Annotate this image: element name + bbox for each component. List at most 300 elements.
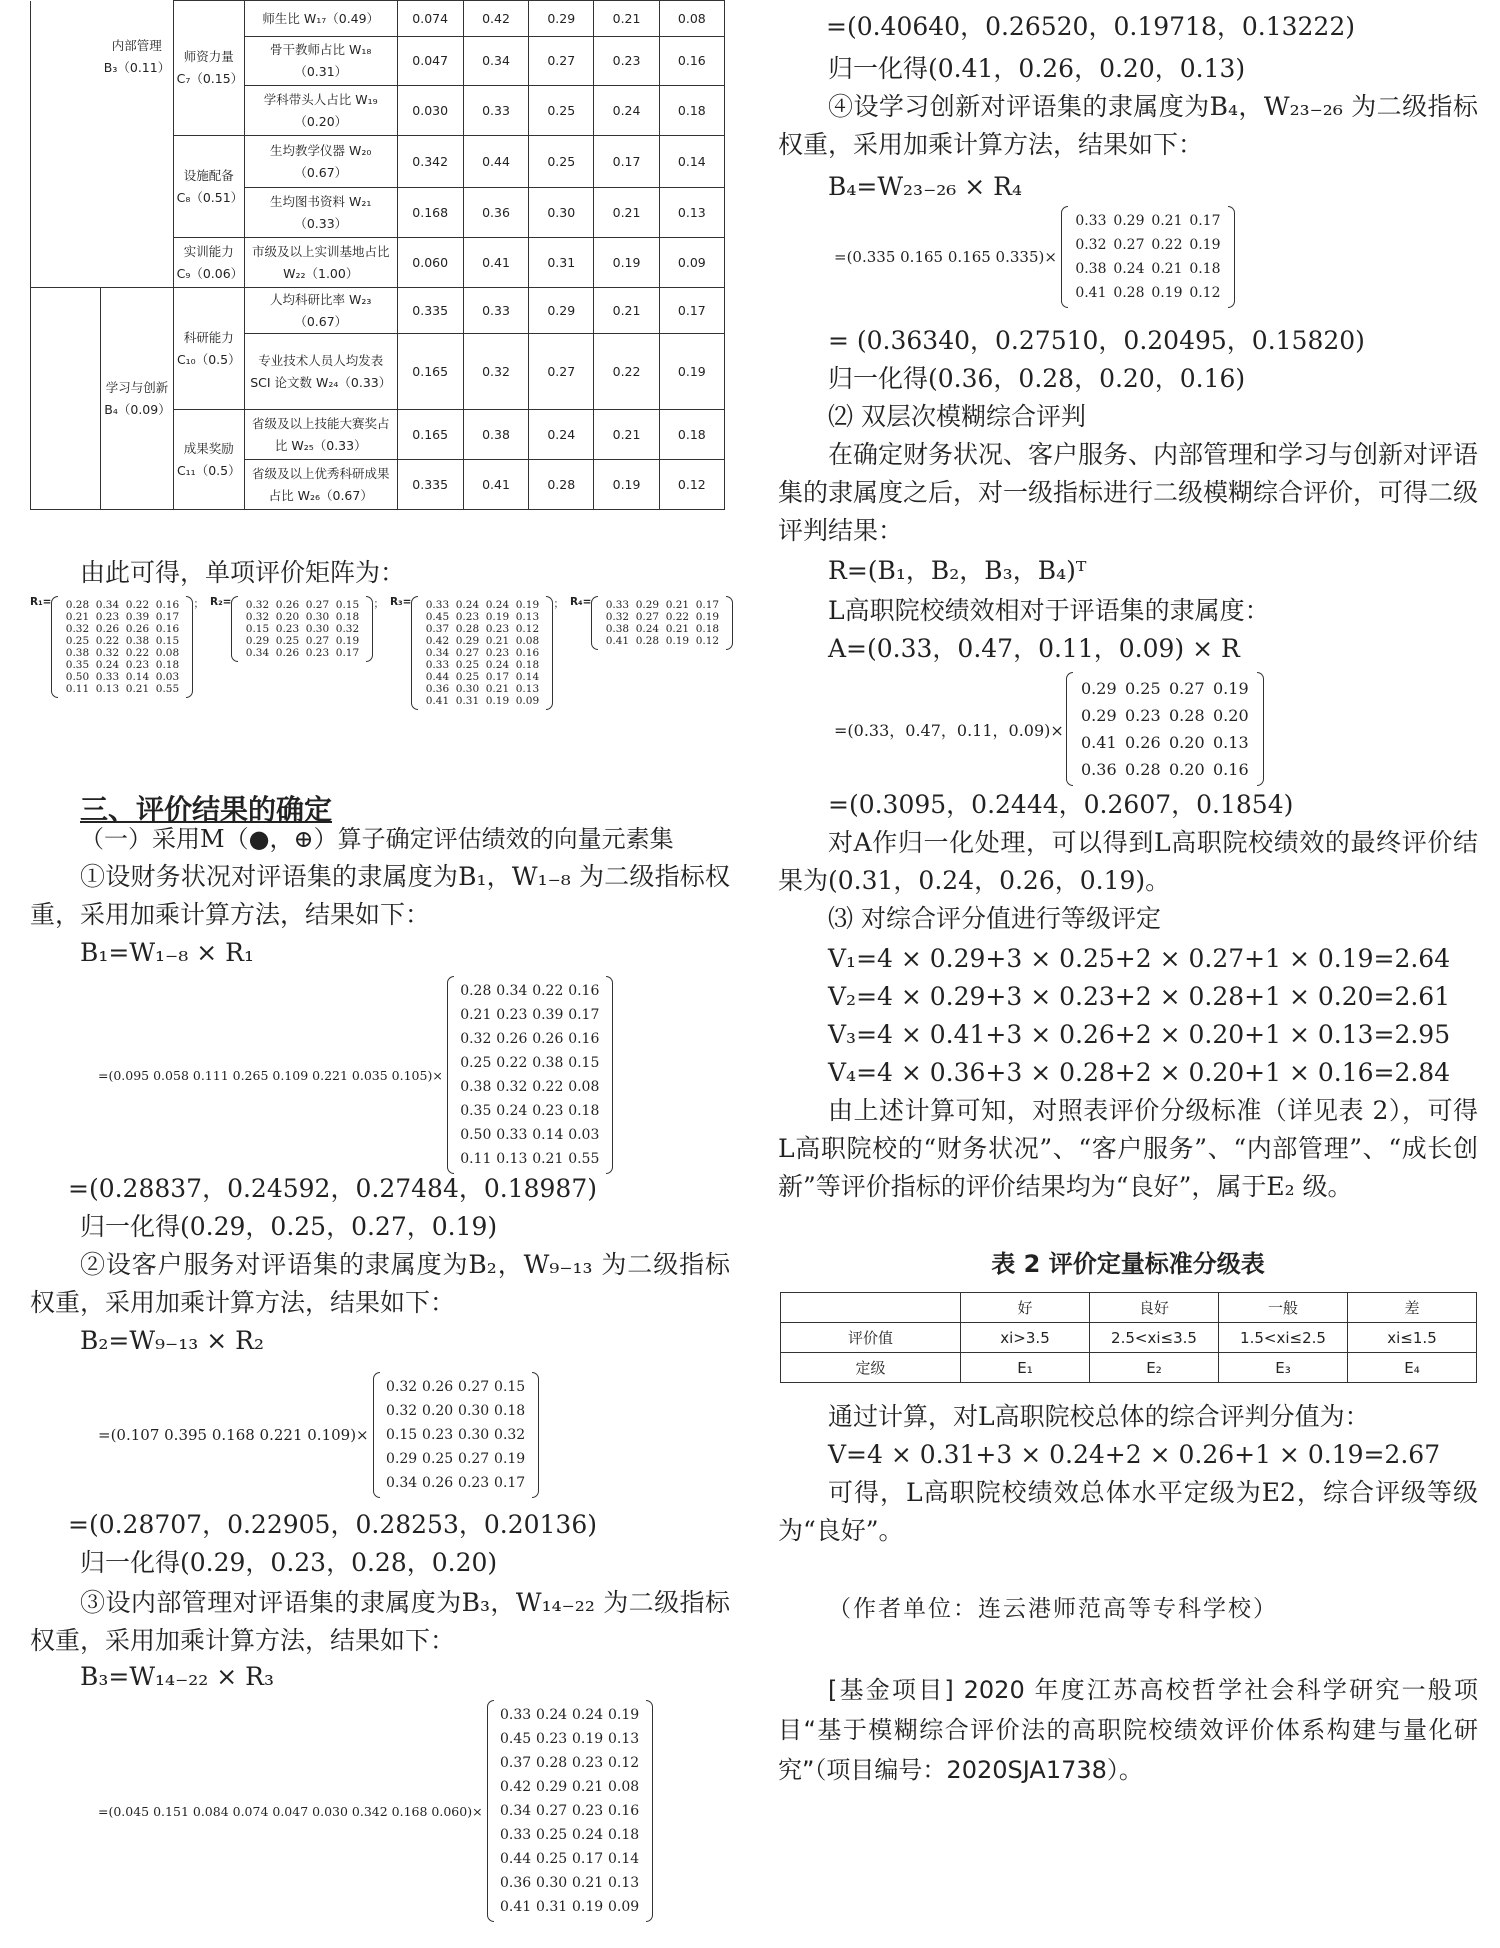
matrix-cell: 0.11 [460, 1151, 492, 1167]
matrix-cell: 0.14 [515, 671, 540, 683]
table2-cell: 1.5<xi≤2.5 [1219, 1323, 1348, 1353]
matrix-cell: 0.25 [1125, 679, 1161, 698]
value-cell: 0.22 [594, 334, 659, 410]
matrix-row [602, 635, 722, 647]
matrix-left-bracket [447, 976, 454, 1174]
table2-cell: 定级 [781, 1353, 961, 1383]
w22-cell: 市级及以上实训基地占比 W₂₂（1.00） [244, 238, 397, 288]
matrix-row [62, 647, 182, 659]
matrix-cell: 0.03 [155, 671, 180, 683]
matrix-cell: 0.32 [460, 1031, 492, 1047]
c10-cell: 科研能力 C₁₀（0.5） [173, 288, 244, 410]
semicolon: ； [373, 598, 384, 610]
matrix-cell: 0.34 [499, 1803, 532, 1819]
matrix-cell: 0.39 [125, 611, 150, 623]
matrix-cell: 0.21 [665, 623, 690, 635]
semicolon: ； [553, 598, 564, 610]
matrix-cell: 0.27 [535, 1803, 568, 1819]
matrix-cell: 0.27 [1113, 237, 1145, 253]
matrix-cell: 0.25 [455, 671, 480, 683]
single-eval-text: 由此可得，单项评价矩阵为： [80, 558, 406, 587]
matrix-cell: 0.25 [275, 635, 300, 647]
matrix-cell: 0.32 [95, 647, 120, 659]
r3-label: R₃= [389, 596, 412, 608]
matrix-cell: 0.20 [1169, 760, 1205, 779]
matrix-cell: 0.35 [460, 1103, 492, 1119]
b4-weights: =(0.335 0.165 0.165 0.335)× [834, 248, 1057, 266]
matrix-cell: 0.38 [1075, 261, 1107, 277]
value-cell: 0.30 [529, 188, 594, 238]
table2-cell: E₁ [961, 1353, 1090, 1383]
matrix-cell: 0.38 [65, 647, 90, 659]
matrix-cell: 0.25 [455, 659, 480, 671]
matrix-cell: 0.20 [1169, 733, 1205, 752]
matrix-row [1072, 209, 1224, 233]
matrix-cell: 0.18 [335, 611, 360, 623]
value-cell: 0.18 [659, 86, 724, 136]
matrix-cell: 0.19 [335, 635, 360, 647]
b2-formula: B₂=W₉₋₁₃ × R₂ [80, 1326, 264, 1355]
value-cell: 0.18 [659, 410, 724, 460]
matrix-left-bracket [411, 596, 418, 710]
b2-product [98, 1372, 539, 1498]
c7-cell: 师资力量 C₇（0.15） [173, 1, 244, 136]
matrix-cell: 0.38 [532, 1055, 564, 1071]
matrix-cell: 0.24 [535, 1707, 568, 1723]
matrix-row [62, 683, 182, 695]
matrix-cell: 0.28 [1125, 760, 1161, 779]
matrix-cell: 0.25 [535, 1827, 568, 1843]
c8-cell: 设施配备 C₈（0.51） [173, 136, 244, 238]
overall-formula: V=4 × 0.31+3 × 0.24+2 × 0.26+1 × 0.19=2.67 [828, 1440, 1441, 1469]
matrix-cell: 0.29 [1113, 213, 1145, 229]
matrix-cell: 0.31 [455, 695, 480, 707]
matrix-left-bracket [373, 1372, 380, 1498]
b3-normalized: 归一化得(0.41，0.26，0.20，0.13) [828, 54, 1246, 83]
matrix-cell: 0.30 [458, 1427, 490, 1443]
matrix-cell: 0.15 [155, 635, 180, 647]
value-cell: 0.41 [463, 238, 528, 288]
matrix-left-bracket [591, 596, 598, 650]
b1-normalized: 归一化得(0.29，0.25，0.27，0.19) [80, 1212, 498, 1241]
matrix-cell: 0.22 [125, 599, 150, 611]
sub1-heading: （一）采用M（●，⊕）算子确定评估绩效的向量元素集 [80, 825, 674, 853]
value-cell: 0.33 [463, 288, 528, 334]
matrix-cell: 0.32 [335, 623, 360, 635]
matrix-cell: 0.45 [499, 1731, 532, 1747]
matrix-row [384, 1447, 528, 1471]
matrix-cell: 0.39 [532, 1007, 564, 1023]
matrix-cell: 0.16 [1213, 760, 1249, 779]
table2 [780, 1292, 1477, 1383]
matrix-cell: 0.20 [422, 1403, 454, 1419]
matrix-cell: 0.23 [275, 623, 300, 635]
value-cell: 0.27 [529, 334, 594, 410]
matrix-cell: 0.17 [571, 1851, 604, 1867]
value-cell: 0.21 [594, 410, 659, 460]
matrix-row [422, 683, 542, 695]
matrix-cell: 0.29 [635, 599, 660, 611]
matrix-row [242, 635, 362, 647]
matrix-cell: 0.44 [425, 671, 450, 683]
matrix-cell: 0.08 [155, 647, 180, 659]
matrix-left-bracket [1066, 672, 1073, 786]
b4-cell: 学习与创新 B₄（0.09） [101, 288, 173, 510]
matrix-cell: 0.17 [485, 671, 510, 683]
matrix-cell: 0.29 [386, 1451, 418, 1467]
a-matrix [1066, 672, 1264, 786]
matrix-cell: 0.21 [571, 1779, 604, 1795]
matrix-cell: 0.26 [1125, 733, 1161, 752]
matrix-cell: 0.12 [1189, 285, 1221, 301]
b2-intro: ②设客户服务对评语集的隶属度为B₂，W₉₋₁₃ 为二级指标权重，采用加乘计算方法，结果如下： [30, 1250, 730, 1317]
matrix-row [498, 1703, 642, 1727]
b3-product [98, 1700, 653, 1922]
b1-intro: ①设财务状况对评语集的隶属度为B₁，W₁₋₈ 为二级指标权重，采用加乘计算方法，结果如下： [30, 862, 730, 929]
matrix-right-bracket [646, 1700, 653, 1922]
value-cell: 0.36 [463, 188, 528, 238]
matrix-cell: 0.26 [532, 1031, 564, 1047]
value-cell: 0.24 [594, 86, 659, 136]
matrix-cell: 0.23 [305, 647, 330, 659]
weight-cell: 0.165 [397, 410, 463, 460]
matrix-cell: 0.25 [422, 1451, 454, 1467]
table2-cell: 评价值 [781, 1323, 961, 1353]
value-cell: 0.29 [529, 288, 594, 334]
matrix-cell: 0.22 [1151, 237, 1183, 253]
w26-cell: 省级及以上优秀科研成果占比 W₂₆（0.67） [244, 460, 397, 510]
matrix-cell: 0.22 [95, 635, 120, 647]
matrix-row [422, 611, 542, 623]
matrix-cell: 0.16 [568, 1031, 600, 1047]
matrix-cell: 0.18 [515, 659, 540, 671]
matrix-cell: 0.32 [605, 611, 630, 623]
value-cell: 0.21 [594, 188, 659, 238]
matrix-cell: 0.18 [695, 623, 720, 635]
b2-r2-matrix [373, 1372, 539, 1498]
matrix-cell: 0.32 [496, 1079, 528, 1095]
c9-cell: 实训能力 C₉（0.06） [173, 238, 244, 288]
value-cell: 0.08 [659, 1, 724, 37]
b2-weights: =(0.107 0.395 0.168 0.221 0.109)× [98, 1426, 369, 1444]
matrix-cell: 0.27 [305, 635, 330, 647]
a-weights: =(0.33，0.47，0.11，0.09)× [834, 720, 1064, 740]
b1-formula: B₁=W₁₋₈ × R₁ [80, 938, 254, 967]
matrix-cell: 0.34 [425, 647, 450, 659]
matrix-right-bracket [606, 976, 613, 1174]
matrix-cell: 0.12 [515, 623, 540, 635]
matrix-cell: 0.29 [535, 1779, 568, 1795]
matrix-cell: 0.24 [571, 1707, 604, 1723]
single-matrices [30, 596, 733, 710]
matrix-cell: 0.19 [695, 611, 720, 623]
overall-text: 通过计算，对L高职院校总体的综合评判分值为： [828, 1402, 1370, 1431]
value-cell: 0.17 [659, 288, 724, 334]
w21-cell: 生均图书资料 W₂₁（0.33） [244, 188, 397, 238]
matrix-row [498, 1727, 642, 1751]
b4-normalized: 归一化得(0.36，0.28，0.20，0.16) [828, 364, 1246, 393]
matrix-row [422, 599, 542, 611]
matrix-cell: 0.32 [1075, 237, 1107, 253]
a-intro: L高职院校绩效相对于评语集的隶属度： [828, 596, 1270, 625]
matrix-cell: 0.36 [499, 1875, 532, 1891]
value-cell: 0.19 [659, 334, 724, 410]
b1-product [98, 976, 613, 1174]
weight-cell: 0.030 [397, 86, 463, 136]
matrix-cell: 0.34 [245, 647, 270, 659]
matrix-cell: 0.20 [275, 611, 300, 623]
matrix-row [422, 695, 542, 707]
value-cell: 0.17 [594, 136, 659, 188]
matrix-row [498, 1871, 642, 1895]
value-cell: 0.29 [529, 1, 594, 37]
matrix-cell: 0.28 [635, 635, 660, 647]
matrix-cell: 0.27 [635, 611, 660, 623]
value-cell: 0.41 [463, 460, 528, 510]
matrix-left-bracket [487, 1700, 494, 1922]
matrix-cell: 0.37 [425, 623, 450, 635]
matrix-cell: 0.17 [1189, 213, 1221, 229]
matrix-row [458, 1099, 602, 1123]
final-text: 对A作归一化处理，可以得到L高职院校绩效的最终评价结果为(0.31，0.24，0.26，0.19)。 [778, 828, 1478, 895]
matrix-row [1077, 756, 1253, 783]
matrix-cell: 0.55 [155, 683, 180, 695]
matrix-row [62, 671, 182, 683]
b4-formula: B₄=W₂₃₋₂₆ × R₄ [828, 172, 1023, 201]
matrix-cell: 0.28 [1169, 706, 1205, 725]
matrix-cell: 0.27 [1169, 679, 1205, 698]
left-column [30, 0, 750, 1948]
matrix-cell: 0.13 [515, 611, 540, 623]
matrix-cell: 0.13 [607, 1875, 640, 1891]
matrix-cell: 0.26 [496, 1031, 528, 1047]
overall-conclusion: 可得，L高职院校绩效总体水平定级为E2，综合评级等级为“良好”。 [778, 1478, 1478, 1545]
b3-r3-matrix [487, 1700, 653, 1922]
matrix-cell: 0.23 [532, 1103, 564, 1119]
matrix-cell: 0.28 [455, 623, 480, 635]
b3-intro: ③设内部管理对评语集的隶属度为B₃，W₁₄₋₂₂ 为二级指标权重，采用加乘计算方法，结果如下： [30, 1588, 730, 1655]
matrix-right-bracket [1257, 672, 1264, 786]
value-cell: 0.09 [659, 238, 724, 288]
matrix-cell: 0.36 [425, 683, 450, 695]
w20-cell: 生均教学仪器 W₂₀（0.67） [244, 136, 397, 188]
matrix-cell: 0.33 [95, 671, 120, 683]
right-column [778, 0, 1498, 1948]
value-cell: 0.21 [594, 288, 659, 334]
matrix-cell: 0.11 [65, 683, 90, 695]
matrix-cell: 0.25 [460, 1055, 492, 1071]
matrix-cell: 0.27 [305, 599, 330, 611]
matrix-cell: 0.19 [1189, 237, 1221, 253]
matrix-row [498, 1799, 642, 1823]
b3-result: =(0.40640，0.26520，0.19718，0.13222) [826, 12, 1355, 41]
matrix-cell: 0.30 [535, 1875, 568, 1891]
matrix-row [498, 1895, 642, 1919]
r1-matrix [51, 596, 193, 698]
matrix-row [458, 1147, 602, 1171]
weight-cell: 0.074 [397, 1, 463, 37]
table2-title: 表 2 评价定量标准分级表 [991, 1250, 1265, 1278]
matrix-cell: 0.15 [568, 1055, 600, 1071]
r1-label: R₁= [30, 596, 52, 608]
matrix-cell: 0.21 [1151, 213, 1183, 229]
matrix-cell: 0.50 [460, 1127, 492, 1143]
matrix-cell: 0.19 [485, 695, 510, 707]
value-cell: 0.14 [659, 136, 724, 188]
b2-normalized: 归一化得(0.29，0.23，0.28，0.20) [80, 1548, 498, 1577]
matrix-cell: 0.19 [515, 599, 540, 611]
b4-result: = (0.36340，0.27510，0.20495，0.15820) [828, 326, 1365, 355]
matrix-cell: 0.41 [499, 1899, 532, 1915]
matrix-cell: 0.09 [515, 695, 540, 707]
matrix-row [602, 599, 722, 611]
matrix-cell: 0.18 [1189, 261, 1221, 277]
value-cell: 0.19 [594, 460, 659, 510]
index-table-wrapper [30, 0, 725, 510]
matrix-cell: 0.27 [458, 1451, 490, 1467]
a-formula: A=(0.33，0.47，0.11，0.09) × R [828, 634, 1240, 663]
matrix-cell: 0.14 [125, 671, 150, 683]
matrix-row [62, 611, 182, 623]
matrix-cell: 0.23 [125, 659, 150, 671]
matrix-cell: 0.16 [155, 599, 180, 611]
matrix-cell: 0.24 [455, 599, 480, 611]
matrix-row [498, 1847, 642, 1871]
r3-block [390, 596, 564, 710]
matrix-cell: 0.34 [95, 599, 120, 611]
matrix-cell: 0.13 [515, 683, 540, 695]
matrix-cell: 0.33 [496, 1127, 528, 1143]
weight-cell: 0.047 [397, 37, 463, 86]
matrix-cell: 0.36 [1081, 760, 1117, 779]
matrix-cell: 0.44 [499, 1851, 532, 1867]
matrix-right-bracket [366, 596, 373, 662]
value-cell: 0.34 [463, 37, 528, 86]
value-cell: 0.38 [463, 410, 528, 460]
matrix-cell: 0.21 [485, 635, 510, 647]
matrix-cell: 0.32 [65, 623, 90, 635]
value-cell: 0.21 [594, 1, 659, 37]
matrix-cell: 0.22 [532, 1079, 564, 1095]
table2-cell: E₄ [1348, 1353, 1477, 1383]
weight-cell: 0.335 [397, 288, 463, 334]
matrix-cell: 0.22 [665, 611, 690, 623]
matrix-row [458, 1051, 602, 1075]
matrix-cell: 0.23 [458, 1475, 490, 1491]
matrix-cell: 0.26 [275, 647, 300, 659]
matrix-row [498, 1751, 642, 1775]
matrix-row [1072, 281, 1224, 305]
matrix-row [458, 1003, 602, 1027]
grading-conclusion: 由上述计算可知，对照表评价分级标准（详见表 2），可得L高职院校的“财务状况”、“客户服务”、“内部管理”、“成长创新”等评价指标的评价结果均为“良好”，属于E₂ 级。 [778, 1096, 1478, 1201]
table2-header-cell: 差 [1348, 1293, 1477, 1323]
r4-matrix [591, 596, 733, 650]
grading-line-3: V₃=4 × 0.41+3 × 0.26+2 × 0.20+1 × 0.13=2.95 [828, 1020, 1451, 1049]
matrix-cell: 0.34 [386, 1475, 418, 1491]
matrix-cell: 0.16 [515, 647, 540, 659]
matrix-cell: 0.41 [1081, 733, 1117, 752]
matrix-cell: 0.30 [458, 1403, 490, 1419]
matrix-row [62, 623, 182, 635]
matrix-cell: 0.38 [460, 1079, 492, 1095]
matrix-cell: 0.24 [485, 599, 510, 611]
matrix-cell: 0.24 [485, 659, 510, 671]
matrix-row [422, 623, 542, 635]
r2-label: R₂= [209, 596, 232, 608]
matrix-cell: 0.55 [568, 1151, 600, 1167]
weight-cell: 0.342 [397, 136, 463, 188]
r3-matrix [411, 596, 553, 710]
matrix-cell: 0.35 [65, 659, 90, 671]
r-formula: R=(B₁，B₂，B₃，B₄)ᵀ [828, 556, 1087, 585]
matrix-cell: 0.24 [1113, 261, 1145, 277]
table2-cell: E₂ [1090, 1353, 1219, 1383]
matrix-cell: 0.38 [605, 623, 630, 635]
grading-line-2: V₂=4 × 0.29+3 × 0.23+2 × 0.28+1 × 0.20=2.61 [828, 982, 1451, 1011]
matrix-row [242, 647, 362, 659]
matrix-cell: 0.23 [1125, 706, 1161, 725]
double-layer-heading: ⑵ 双层次模糊综合评判 [828, 402, 1086, 431]
matrix-cell: 0.29 [245, 635, 270, 647]
table2-cell: E₃ [1219, 1353, 1348, 1383]
matrix-cell: 0.28 [1113, 285, 1145, 301]
matrix-cell: 0.19 [665, 635, 690, 647]
weight-cell: 0.335 [397, 460, 463, 510]
matrix-cell: 0.12 [607, 1755, 640, 1771]
matrix-cell: 0.23 [535, 1731, 568, 1747]
matrix-cell: 0.32 [245, 611, 270, 623]
matrix-row [62, 635, 182, 647]
b1-r1-matrix [447, 976, 613, 1174]
value-cell: 0.44 [463, 136, 528, 188]
matrix-cell: 0.26 [422, 1475, 454, 1491]
matrix-cell: 0.19 [607, 1707, 640, 1723]
b3-formula: B₃=W₁₄₋₂₂ × R₃ [80, 1662, 275, 1691]
value-cell: 0.33 [463, 86, 528, 136]
w18-cell: 骨干教师占比 W₁₈（0.31） [244, 37, 397, 86]
matrix-cell: 0.34 [496, 983, 528, 999]
section3-heading: 三、评价结果的确定 [80, 793, 333, 826]
matrix-row [458, 1123, 602, 1147]
matrix-cell: 0.29 [455, 635, 480, 647]
matrix-cell: 0.21 [532, 1151, 564, 1167]
matrix-cell: 0.19 [494, 1451, 526, 1467]
value-cell: 0.27 [529, 37, 594, 86]
matrix-cell: 0.13 [95, 683, 120, 695]
matrix-cell: 0.14 [607, 1851, 640, 1867]
matrix-cell: 0.27 [455, 647, 480, 659]
value-cell: 0.12 [659, 460, 724, 510]
matrix-cell: 0.41 [1075, 285, 1107, 301]
matrix-cell: 0.17 [695, 599, 720, 611]
matrix-row [458, 1027, 602, 1051]
matrix-cell: 0.38 [125, 635, 150, 647]
matrix-cell: 0.03 [568, 1127, 600, 1143]
b3-weights: =(0.045 0.151 0.084 0.074 0.047 0.030 0.342 0.168 0.060)× [98, 1803, 483, 1819]
weight-cell: 0.168 [397, 188, 463, 238]
r2-block [210, 596, 384, 662]
matrix-cell: 0.33 [499, 1827, 532, 1843]
matrix-right-bracket [726, 596, 733, 650]
matrix-cell: 0.13 [1213, 733, 1249, 752]
matrix-row [422, 671, 542, 683]
grading-heading: ⑶ 对综合评分值进行等级评定 [828, 904, 1161, 933]
matrix-cell: 0.22 [532, 983, 564, 999]
matrix-cell: 0.33 [425, 659, 450, 671]
table2-cell: xi≤1.5 [1348, 1323, 1477, 1353]
b1-result: =(0.28837，0.24592，0.27484，0.18987) [68, 1174, 597, 1203]
table2-cell: 2.5<xi≤3.5 [1090, 1323, 1219, 1353]
